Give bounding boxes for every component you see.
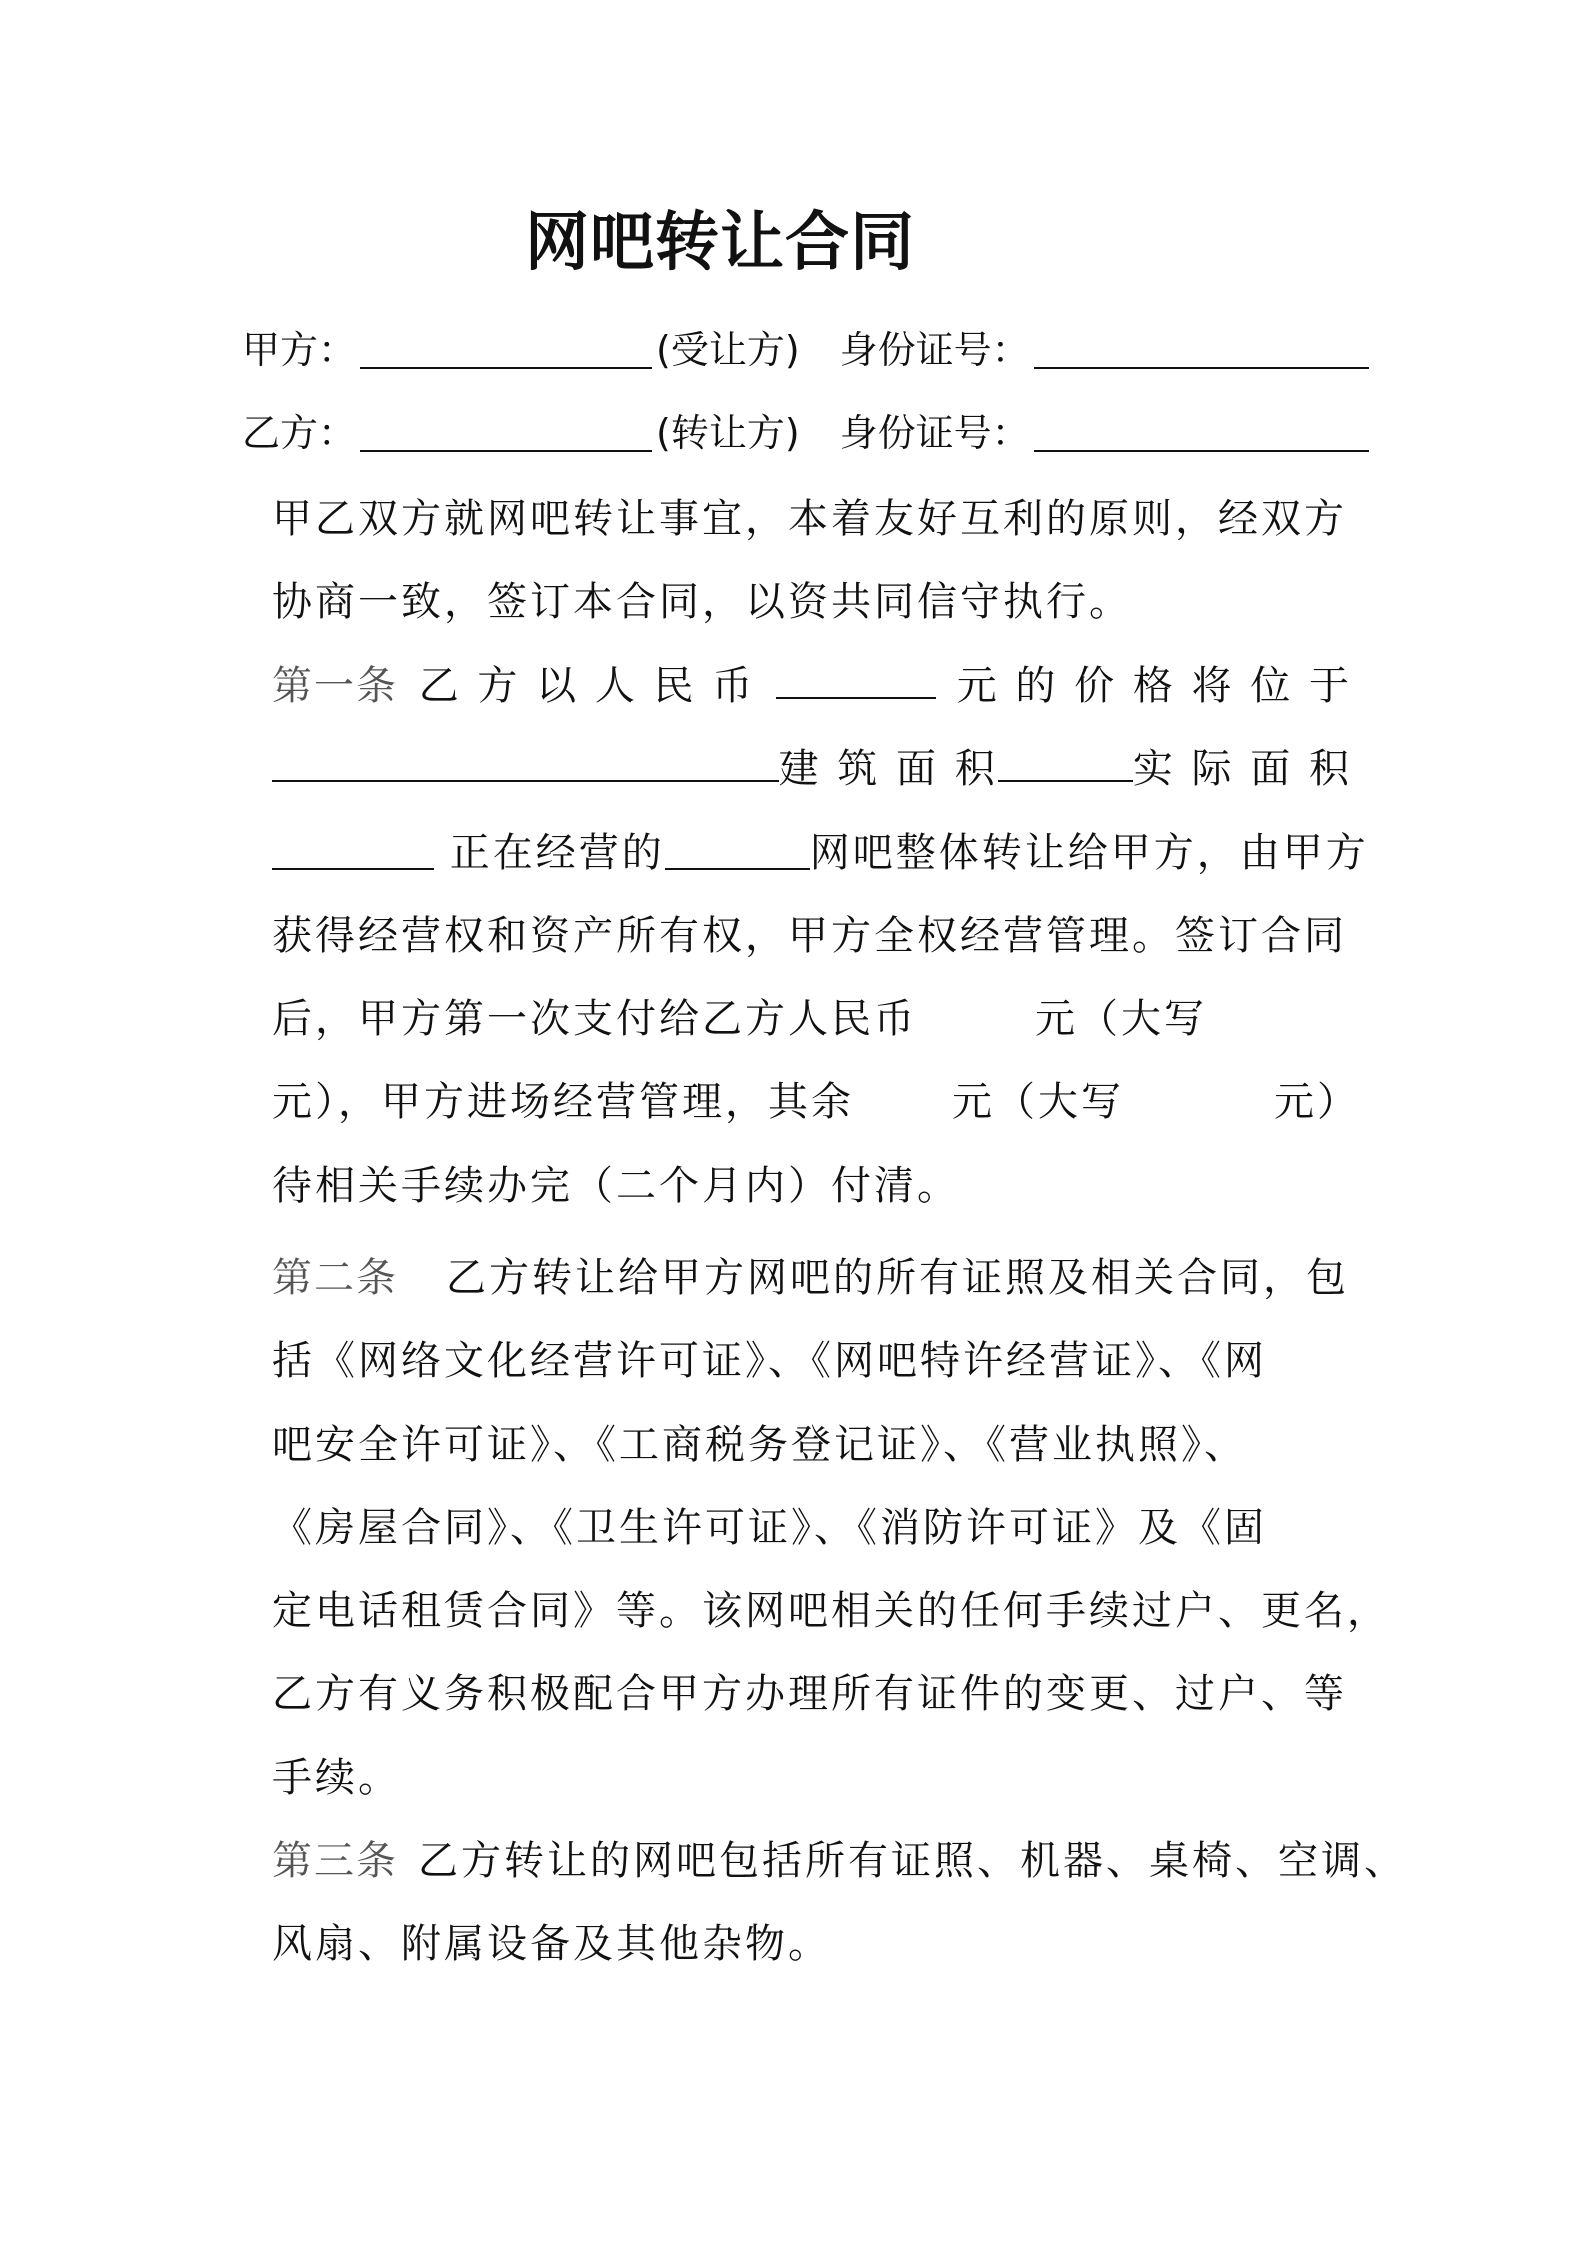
article-3 <box>272 1820 1407 1987</box>
intro-line: 协商一致，签订本合同，以资共同信守执行。 <box>272 579 1132 626</box>
article-1-text: 待相关手续办完（二个月内）付清。 <box>272 1162 960 1209</box>
article-2-text: 括《网络文化经营许可证》、《网吧特许经营证》、《网 <box>272 1338 1267 1385</box>
article-1-text: 元（大写 <box>952 1079 1124 1126</box>
building-area-blank <box>998 744 1133 782</box>
article-1 <box>272 645 1369 1228</box>
article-3-text: 乙方转让的网吧包括所有证照、机器、桌椅、空调、 <box>418 1838 1407 1884</box>
party-b-row <box>242 403 1352 463</box>
article-1-label: 第一条 <box>272 663 398 709</box>
article-1-text: 元），甲方进场经营管理，其余 <box>272 1079 854 1126</box>
article-2-text: 《房屋合同》、《卫生许可证》、《消防许可证》及《固 <box>272 1504 1267 1551</box>
article-2-text: 定电话租赁合同》等。该网吧相关的任何手续过户、更名， <box>272 1588 1390 1635</box>
article-1-text: 实 际 面 积 <box>1132 746 1352 793</box>
party-a-id-label: 身份证号： <box>839 328 1030 372</box>
party-a-row <box>242 320 1352 380</box>
article-2-text: 吧安全许可证》、《工商税务登记证》、《营业执照》、 <box>272 1421 1247 1468</box>
article-1-text: 后，甲方第一次支付给乙方人民币 <box>272 996 917 1043</box>
document-title: 网吧转让合同 <box>525 206 915 280</box>
article-1-text: 正在经营的 <box>449 829 665 876</box>
intro-paragraph <box>272 478 1352 645</box>
party-a-id-blank <box>1034 329 1369 369</box>
article-1-text: 元 的 价 格 将 位 于 <box>956 663 1352 709</box>
party-b-role: (转让方) <box>656 411 800 455</box>
article-1-text: 网吧整体转让给甲方，由甲方 <box>809 829 1369 876</box>
article-1-text: 获得经营权和资产所有权，甲方全权经营管理。签订合同 <box>272 912 1347 959</box>
article-1-text: 元（大写 <box>1035 996 1207 1043</box>
party-b-name-blank <box>360 412 652 452</box>
party-a-label: 甲方： <box>242 328 357 372</box>
party-b-id-label: 身份证号： <box>839 411 1030 455</box>
article-1-text: 建 筑 面 积 <box>778 746 998 793</box>
article-1-text: 元） <box>1274 1079 1360 1126</box>
article-1-text: 乙 方 以 人 民 币 <box>418 663 756 709</box>
article-2-label: 第二条 <box>272 1255 398 1301</box>
article-2-text: 手续。 <box>272 1754 401 1801</box>
article-3-text: 风扇、附属设备及其他杂物。 <box>272 1921 831 1968</box>
party-a-name-blank <box>360 329 652 369</box>
actual-area-blank <box>272 832 434 870</box>
netcafe-name-blank <box>665 832 810 870</box>
party-a-role: (受让方) <box>656 328 800 372</box>
article-2-text: 乙方有义务积极配合甲方办理所有证件的变更、过户、等 <box>272 1671 1347 1718</box>
location-blank <box>272 744 779 782</box>
article-3-label: 第三条 <box>272 1838 398 1884</box>
party-b-label: 乙方： <box>242 411 357 455</box>
intro-line: 甲乙双方就网吧转让事宜，本着友好互利的原则，经双方 <box>272 496 1347 542</box>
price-blank <box>776 661 936 699</box>
article-2-text: 乙方转让给甲方网吧的所有证照及相关合同，包 <box>446 1255 1349 1301</box>
party-b-id-blank <box>1034 412 1369 452</box>
article-2 <box>272 1237 1390 1820</box>
